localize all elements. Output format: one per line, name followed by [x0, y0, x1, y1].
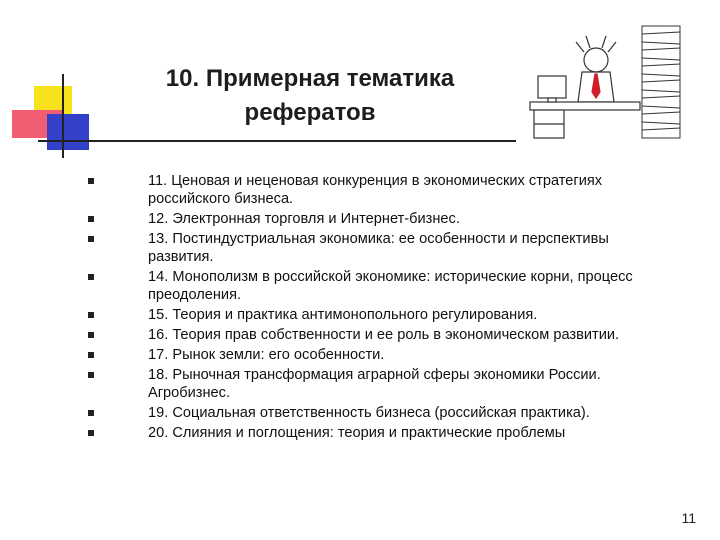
list-item	[88, 172, 668, 208]
decor-vertical-line	[62, 74, 64, 158]
list-item-text: 16. Теория прав собственности и ее роль в экономическом развитии.	[148, 327, 620, 343]
list-item	[88, 424, 668, 442]
list-item	[88, 366, 668, 402]
list-item-text: 17. Рынок земли: его особенности.	[148, 347, 385, 363]
bullet-square-icon	[88, 236, 94, 242]
bullet-square-icon	[88, 216, 94, 222]
office-worker-clipart	[524, 18, 700, 140]
bullet-square-icon	[88, 178, 94, 184]
list-item	[88, 210, 668, 228]
list-item-text: 11. Ценовая и неценовая конкуренция в экономических стратегиях российского бизнеса.	[148, 173, 603, 207]
list-item-text: 12. Электронная торговля и Интернет-бизнес.	[148, 211, 460, 227]
paper-stack-icon	[642, 26, 680, 138]
list-item	[88, 326, 668, 344]
list-item	[88, 404, 668, 422]
page-number: 11	[681, 510, 696, 526]
slide-title-line-1: 10. Примерная тематика	[165, 65, 455, 92]
bullet-square-icon	[88, 410, 94, 416]
topics-list	[88, 172, 668, 444]
person-icon	[576, 36, 616, 102]
bullet-square-icon	[88, 312, 94, 318]
slide-title-line-2: рефератов	[244, 99, 376, 126]
list-item-text: 13. Постиндустриальная экономика: ее особенности и перспективы развития.	[148, 231, 609, 265]
list-item-text: 20. Слияния и поглощения: теория и практические проблемы	[148, 425, 566, 441]
decor-blue-square	[47, 114, 89, 150]
list-item-text: 14. Монополизм в российской экономике: исторические корни, процесс преодоления.	[148, 269, 633, 303]
list-item	[88, 230, 668, 266]
bullet-square-icon	[88, 274, 94, 280]
bullet-square-icon	[88, 430, 94, 436]
list-item-text: 18. Рыночная трансформация аграрной сферы экономики России. Агробизнес.	[148, 367, 601, 401]
list-item-text: 15. Теория и практика антимонопольного регулирования.	[148, 307, 538, 323]
list-item-text: 19. Социальная ответственность бизнеса (российская практика).	[148, 405, 590, 421]
bullet-square-icon	[88, 352, 94, 358]
list-item	[88, 346, 668, 364]
list-item	[88, 268, 668, 304]
bullet-square-icon	[88, 372, 94, 378]
bullet-square-icon	[88, 332, 94, 338]
decor-horizontal-line	[38, 140, 516, 142]
list-item	[88, 306, 668, 324]
slide-title	[110, 62, 510, 130]
